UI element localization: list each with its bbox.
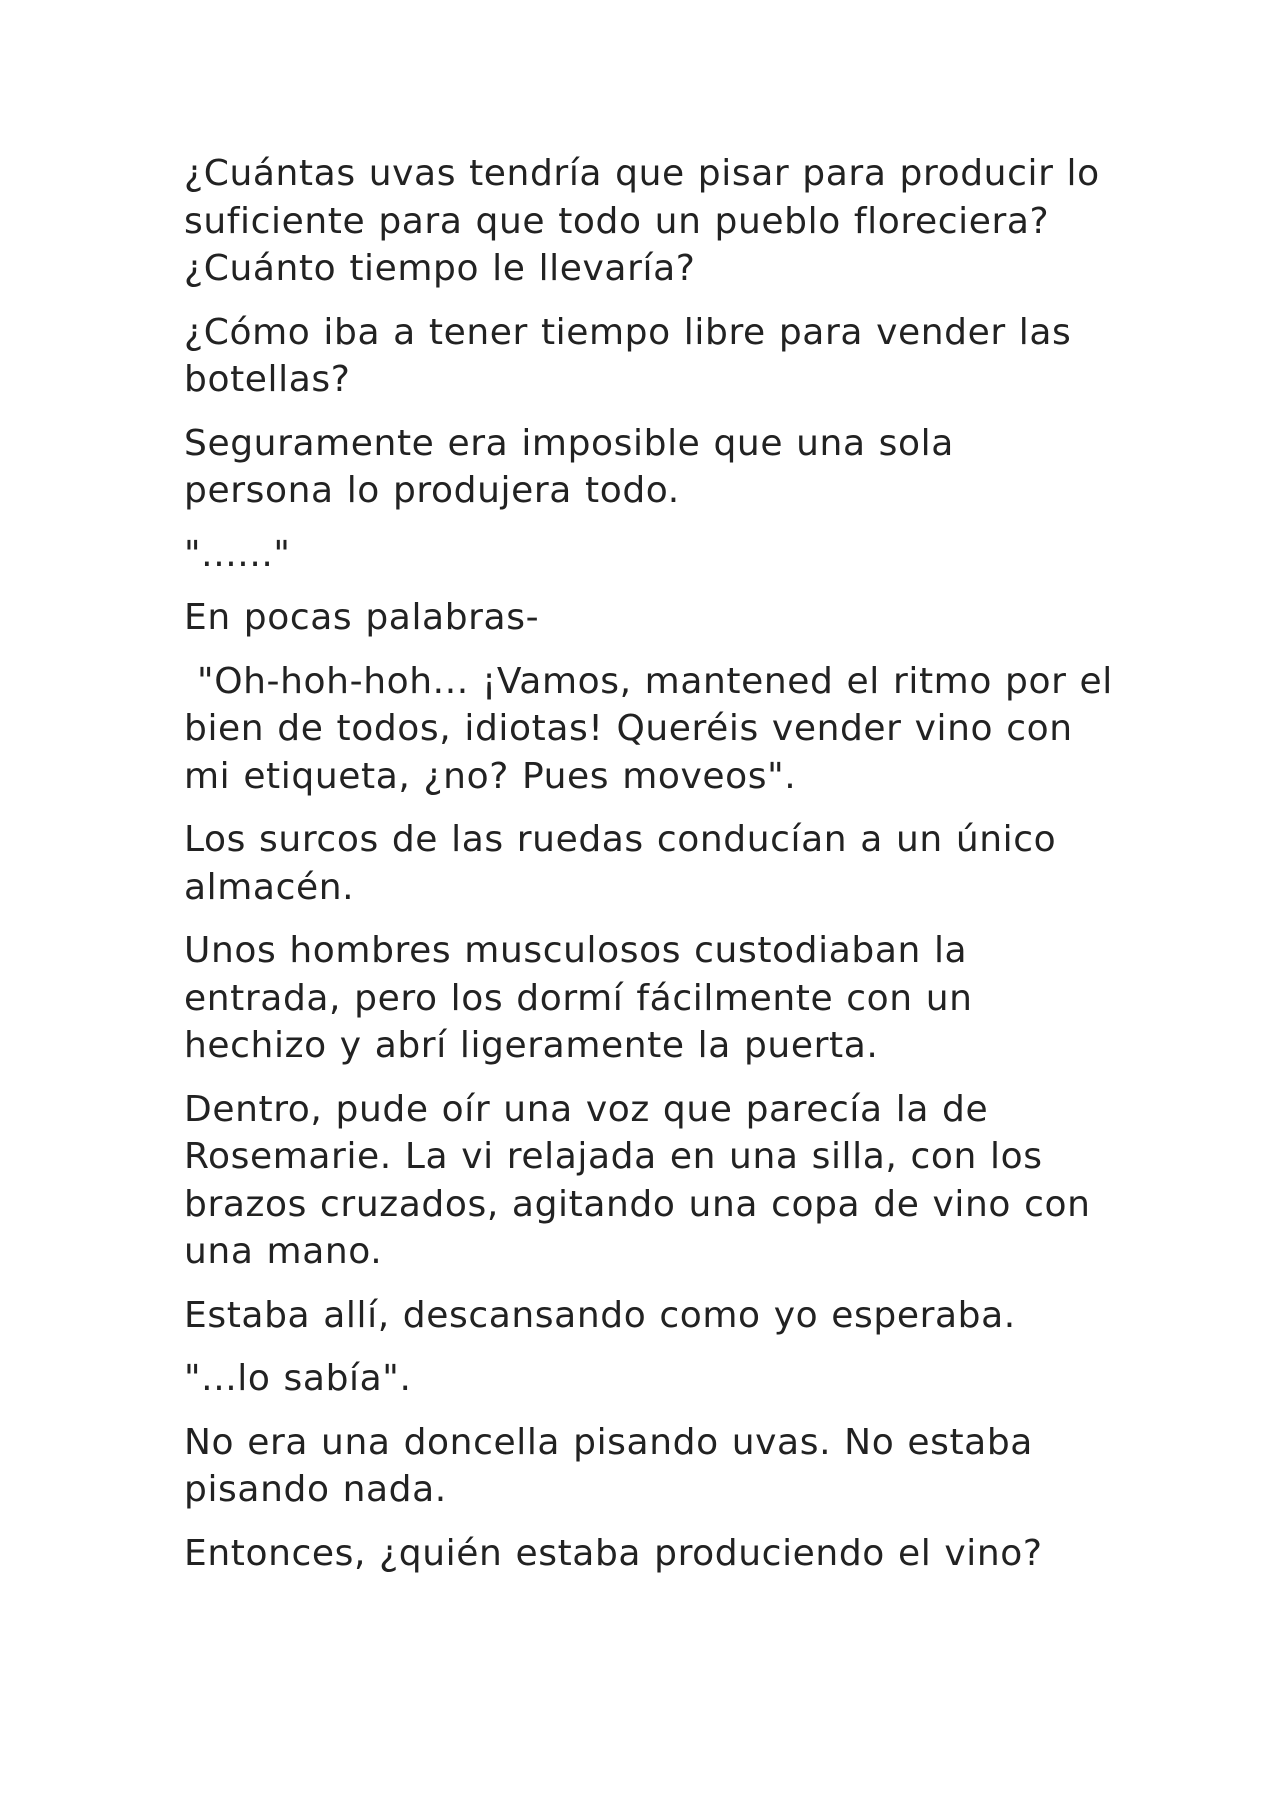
paragraph: Unos hombres musculosos custodiaban la entrada, pero los dormí fácilmente con un hechizo y abrí ligeramente la puerta. <box>184 930 973 1066</box>
paragraph: ¿Cómo iba a tener tiempo libre para vender las botellas? <box>184 311 1072 400</box>
paragraph: No era una doncella pisando uvas. No estaba pisando nada. <box>184 1421 1033 1510</box>
text-body <box>184 150 1114 1593</box>
paragraph: "...lo sabía". <box>184 1358 412 1399</box>
paragraph: Dentro, pude oír una voz que parecía la de Rosemarie. La vi relajada en una silla, con los brazos cruzados, agitando una copa de vino con una mano. <box>184 1088 1091 1272</box>
paragraph: "Oh-hoh-hoh... ¡Vamos, mantened el ritmo por el bien de todos, idiotas! Queréis vender vino con mi etiqueta, ¿no? Pues moveos". <box>184 660 1113 797</box>
paragraph: Entonces, ¿quién estaba produciendo el vino? <box>184 1532 1043 1574</box>
paragraph: Estaba allí, descansando como yo esperaba. <box>184 1294 1016 1336</box>
paragraph: "......" <box>184 533 291 575</box>
paragraph: Seguramente era imposible que una sola persona lo produjera todo. <box>184 422 954 511</box>
paragraph: ¿Cuántas uvas tendría que pisar para producir lo suficiente para que todo un pueblo floreciera? ¿Cuánto tiempo le llevaría? <box>184 153 1100 289</box>
paragraph: Los surcos de las ruedas conducían a un único almacén. <box>184 819 1057 908</box>
paragraph: En pocas palabras- <box>184 597 540 638</box>
